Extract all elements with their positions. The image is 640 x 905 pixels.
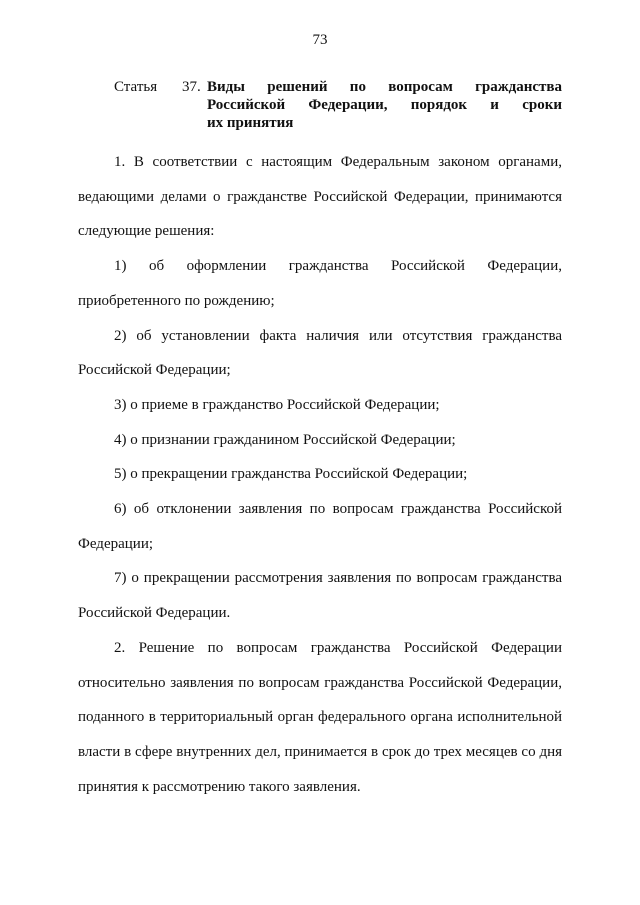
- article-title: [207, 78, 562, 132]
- paragraph-1: 1. В соответствии с настоящим Федеральным законом органами, ведающими делами о гражданстве Российской Федерации, принимаются следующие решения:: [78, 154, 562, 240]
- title-word: и: [490, 97, 499, 113]
- list-item: 3) о приеме в гражданство Российской Федерации;: [114, 396, 440, 413]
- article-label-word: Статья: [114, 79, 158, 95]
- title-word: сроки: [522, 97, 562, 113]
- list-item: 6) об отклонении заявления по вопросам гражданства Российской Федерации;: [78, 501, 562, 552]
- article-number: 37.: [182, 79, 201, 95]
- list-item: 7) о прекращении рассмотрения заявления по вопросам гражданства Российской Федерации.: [78, 570, 562, 622]
- list-item: 4) о признании гражданином Российской Федерации;: [114, 431, 456, 448]
- title-word: их принятия: [207, 115, 294, 131]
- title-word: Виды: [207, 79, 245, 95]
- article-title-line-2: [207, 96, 562, 114]
- title-word: гражданства: [475, 79, 562, 95]
- title-word: Российской: [207, 97, 286, 113]
- title-word: решений: [267, 79, 328, 95]
- title-word: по: [349, 79, 366, 95]
- article-body: [78, 145, 562, 804]
- title-word: Федерации,: [308, 97, 388, 113]
- article-title-line-1: [207, 78, 562, 96]
- paragraph-2: 2. Решение по вопросам гражданства Российской Федерации относительно заявления по вопросам гражданства Российской Федерации, поданного в территориальный орган федерального органа исполнительной власти в сфере внутренних дел, принимается в срок до трех месяцев со дня принятия к рассмотрению такого заявления.: [78, 639, 562, 795]
- list-item: 2) об установлении факта наличия или отсутствия гражданства Российской Федерации;: [78, 327, 562, 379]
- list-item: 5) о прекращении гражданства Российской Федерации;: [114, 466, 468, 483]
- title-word: вопросам: [388, 79, 453, 95]
- page-number: 73: [312, 32, 328, 48]
- list-item: 1) об оформлении гражданства Российской Федерации, приобретенного по рождению;: [78, 258, 562, 309]
- title-word: порядок: [410, 97, 468, 113]
- article-title-line-3: [207, 114, 562, 132]
